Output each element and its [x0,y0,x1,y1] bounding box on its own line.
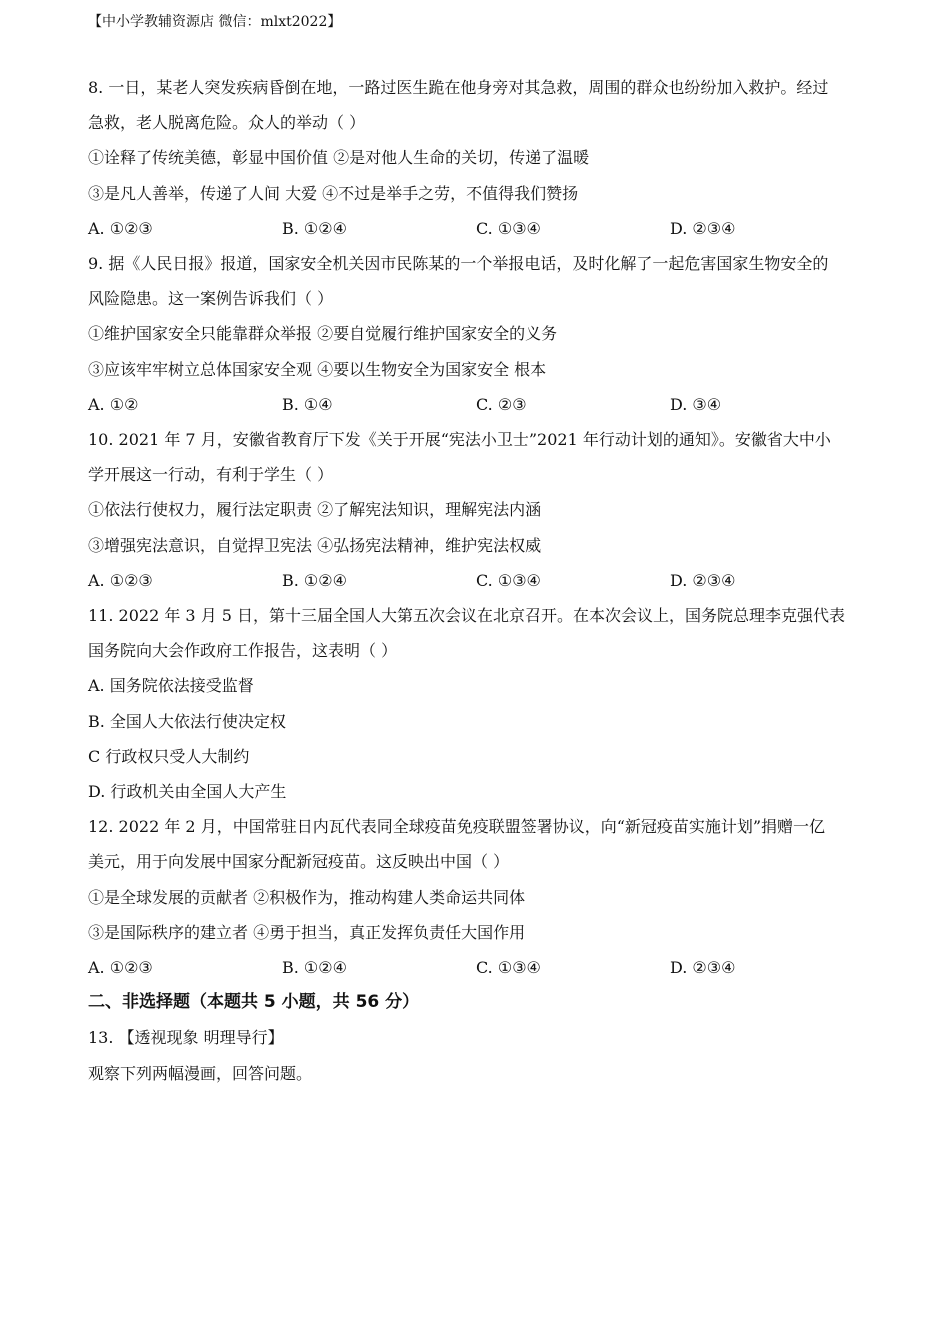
option-b: B. ①②④ [282,218,347,238]
option-d: D. ③④ [670,394,722,414]
question-12 [88,809,868,985]
question-8 [88,70,868,246]
statement-line: ③应该牢牢树立总体国家安全观 ④要以生物安全为国家安全 根本 [88,359,547,379]
question-stem: 9. 据《人民日报》报道，国家安全机关因市民陈某的一个举报电话，及时化解了一起危害国家生物安全的 [88,254,829,274]
question-stem: 风险隐患。这一案例告诉我们（ ） [88,289,334,309]
answer-options [88,211,868,246]
document-body [88,70,868,1091]
question-11 [88,598,868,809]
question-9 [88,246,868,422]
statement-line: ①是全球发展的贡献者 ②积极作为，推动构建人类命运共同体 [88,887,526,907]
question-stem: 美元，用于向发展中国家分配新冠疫苗。这反映出中国（ ） [88,852,510,872]
option-a: A. ①②③ [88,218,153,238]
option-a: A. ①②③ [88,958,153,978]
statement-line: ③是凡人善举，传递了人间 大爱 ④不过是举手之劳，不值得我们赞扬 [88,183,579,203]
option-b: B. ①②④ [282,958,347,978]
option-d: D. ②③④ [670,570,736,590]
statement-line: ①诠释了传统美德，彰显中国价值 ②是对他人生命的关切，传递了温暖 [88,148,590,168]
statement-line: ①维护国家安全只能靠群众举报 ②要自觉履行维护国家安全的义务 [88,324,558,344]
question-stem: 国务院向大会作政府工作报告，这表明（ ） [88,641,398,661]
option-c: C. ①③④ [476,570,541,590]
answer-options [88,563,868,598]
question-stem: 11. 2022 年 3 月 5 日，第十三届全国人大第五次会议在北京召开。在本次会议上，国务院总理李克强代表 [88,606,846,626]
option-a: A. ①②③ [88,570,153,590]
option-c: C. ①③④ [476,958,541,978]
statement-line: ③是国际秩序的建立者 ④勇于担当，真正发挥负责任大国作用 [88,922,526,942]
option-b: B. ①④ [282,394,333,414]
option-b: B. 全国人大依法行使决定权 [88,711,286,731]
question-stem: 学开展这一行动，有利于学生（ ） [88,465,334,485]
option-c: C. ①③④ [476,218,541,238]
option-d: D. ②③④ [670,958,736,978]
option-c: C 行政权只受人大制约 [88,746,250,766]
page-header: 【中小学教辅资源店 微信：mlxt2022】 [88,14,342,30]
option-d: D. 行政机关由全国人大产生 [88,782,287,802]
section-nonchoice [88,985,868,1091]
question-stem: 10. 2021 年 7 月，安徽省教育厅下发《关于开展“宪法小卫士”2021 年行动计划的通知》。安徽省大中小 [88,430,831,450]
question-10 [88,422,868,598]
option-b: B. ①②④ [282,570,347,590]
statement-line: ③增强宪法意识，自觉捍卫宪法 ④弘扬宪法精神，维护宪法权威 [88,535,542,555]
option-a: A. ①② [88,394,139,414]
option-a: A. 国务院依法接受监督 [88,676,254,696]
question-13-intro: 观察下列两幅漫画，回答问题。 [88,1063,313,1083]
answer-options [88,387,868,422]
statement-line: ①依法行使权力，履行法定职责 ②了解宪法知识，理解宪法内涵 [88,500,542,520]
question-stem: 12. 2022 年 2 月，中国常驻日内瓦代表同全球疫苗免疫联盟签署协议，向“新冠疫苗实施计划”捐赠一亿 [88,817,826,837]
question-stem: 急救，老人脱离危险。众人的举动（ ） [88,113,366,133]
section-title: 二、非选择题（本题共 5 小题，共 56 分） [88,992,420,1013]
question-stem: 8. 一日，某老人突发疾病昏倒在地，一路过医生跪在他身旁对其急救，周围的群众也纷纷加入救护。经过 [88,78,829,97]
answer-options [88,950,868,985]
question-13-label: 13. 【透视现象 明理导行】 [88,1028,284,1048]
option-c: C. ②③ [476,394,527,414]
option-d: D. ②③④ [670,218,736,238]
